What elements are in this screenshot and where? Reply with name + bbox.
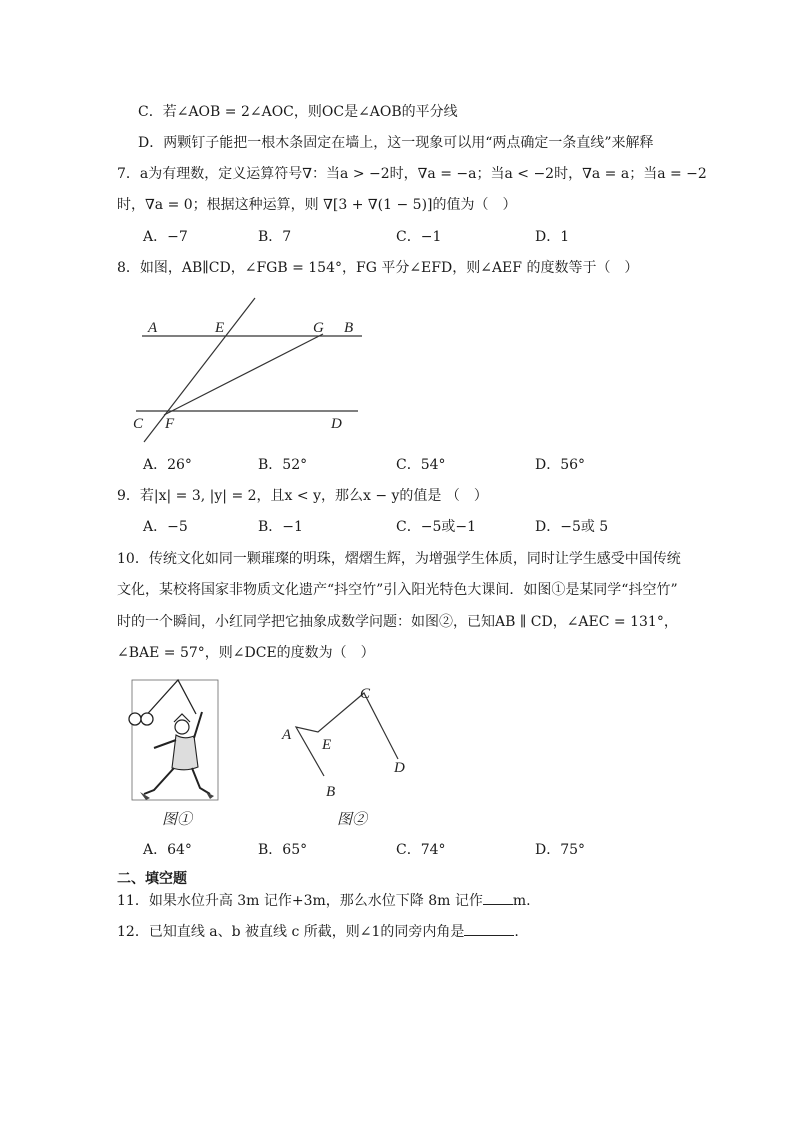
label-g: G bbox=[313, 320, 324, 336]
q10-stem-line4: ∠BAE = 57°，则∠DCE的度数为（ ） bbox=[117, 645, 375, 661]
label-d: D bbox=[331, 416, 342, 432]
q10-figure1 bbox=[126, 672, 226, 832]
q8-option-b: B．52° bbox=[258, 457, 308, 473]
q7-stem-line2: 时，∇a = 0；根据这种运算，则 ∇[3 + ∇(1 − 5)]的值为（ ） bbox=[117, 197, 517, 213]
line-fg bbox=[164, 334, 323, 415]
q11-unit: m. bbox=[512, 893, 531, 909]
q8-figure bbox=[128, 290, 378, 445]
q7-option-b: B．7 bbox=[258, 229, 292, 245]
diabolo-icon bbox=[129, 713, 141, 725]
q6-option-c: C．若∠AOB = 2∠AOC，则OC是∠AOB的平分线 bbox=[138, 104, 458, 120]
q9-option-b: B．−1 bbox=[258, 519, 303, 535]
label-f: F bbox=[165, 416, 175, 432]
label-e: E bbox=[322, 737, 332, 753]
q10-option-a: A．64° bbox=[143, 842, 192, 858]
q9-option-c: C．−5或−1 bbox=[396, 519, 476, 535]
q11-text: 11．如果水位升高 3m 记作+3m，那么水位下降 8m 记作 bbox=[117, 893, 483, 909]
section-heading: 二、填空题 bbox=[117, 871, 187, 887]
q10-option-c: C．74° bbox=[396, 842, 446, 858]
label-c: C bbox=[360, 686, 371, 702]
q9-option-d: D．−5或 5 bbox=[535, 519, 609, 535]
q10-polyline bbox=[296, 693, 398, 776]
line-ef bbox=[144, 298, 255, 442]
q12 bbox=[117, 921, 519, 942]
q10-stem-line3: 时的一个瞬间，小红同学把它抽象成数学问题：如图②，已知AB ∥ CD，∠AEC = 131°， bbox=[117, 614, 678, 630]
label-b: B bbox=[344, 320, 354, 336]
q12-text: 12．已知直线 a、b 被直线 c 所截，则∠1的同旁内角是 bbox=[117, 924, 465, 940]
q12-end: . bbox=[514, 924, 519, 940]
q10-option-d: D．75° bbox=[535, 842, 586, 858]
q7-option-c: C．−1 bbox=[396, 229, 442, 245]
q9-stem: 9．若|x| = 3, |y| = 2，且x < y，那么x − y的值是 （ ） bbox=[117, 488, 488, 504]
label-c: C bbox=[133, 416, 144, 432]
person-head bbox=[175, 720, 189, 734]
label-a: A bbox=[148, 320, 158, 336]
q9-option-a: A．−5 bbox=[143, 519, 188, 535]
q6-option-d: D．两颗钉子能把一根木条固定在墙上，这一现象可以用“两点确定一条直线”来解释 bbox=[138, 135, 654, 151]
q7-option-d: D．1 bbox=[535, 229, 570, 245]
q10-stem-line2: 文化，某校将国家非物质文化遗产“抖空竹”引入阳光特色大课间．如图①是某同学“抖空竹” bbox=[117, 582, 678, 598]
label-a: A bbox=[282, 727, 292, 743]
q11 bbox=[117, 890, 531, 911]
q8-option-a: A．26° bbox=[143, 457, 192, 473]
q12-answer-blank[interactable] bbox=[464, 921, 514, 936]
q11-answer-blank[interactable] bbox=[483, 890, 513, 905]
label-e: E bbox=[215, 320, 225, 336]
q7-stem-line1: 7．a为有理数，定义运算符号∇：当a > −2时，∇a = −a；当a < −2时，∇a = a；当a = −2 bbox=[117, 166, 707, 182]
label-b: B bbox=[326, 784, 336, 800]
fig2-caption: 图② bbox=[337, 812, 368, 828]
q10-stem-line1: 10．传统文化如同一颗璀璨的明珠，熠熠生辉，为增强学生体质，同时让学生感受中国传统 bbox=[117, 551, 681, 567]
q8-option-d: D．56° bbox=[535, 457, 586, 473]
label-d: D bbox=[394, 760, 405, 776]
q10-figure2 bbox=[270, 672, 420, 832]
q10-option-b: B．65° bbox=[258, 842, 308, 858]
q8-option-c: C．54° bbox=[396, 457, 446, 473]
q8-stem: 8．如图，AB∥CD，∠FGB = 154°，FG 平分∠EFD，则∠AEF 的度数等于（ ） bbox=[117, 260, 639, 276]
q7-option-a: A．−7 bbox=[143, 229, 188, 245]
fig1-caption: 图① bbox=[162, 812, 193, 828]
